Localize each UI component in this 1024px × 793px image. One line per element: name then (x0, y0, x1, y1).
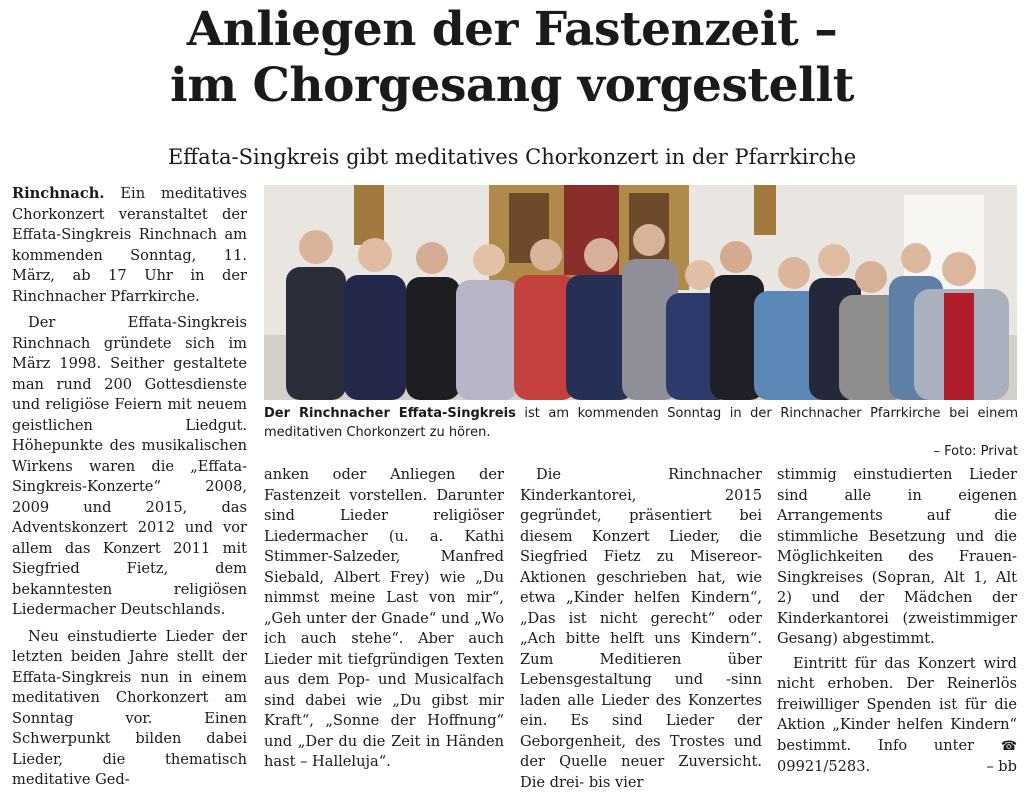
paragraph-new-songs-start (12, 627, 247, 791)
choir-photo (264, 185, 1017, 400)
headline-line-2: im Chorgesang vorgestellt (170, 58, 854, 113)
paragraph-children-choir-part-2: stimmig einstudierten Lieder sind alle in eigenen Arrangements auf die stimmliche Besetzung und die Möglichkeiten des Frauen-Singkreises (Sopran, Alt 1, Alt 2) und der Mädchen der Kinderkantorei (zweistimmiger Gesang) abgestimmt. (777, 466, 1017, 647)
phone-number: 09921/5283. (777, 758, 871, 775)
paragraph-new-songs-part-2: anken oder Anliegen der Fastenzeit vorstellen. Darunter sind Lieder religiöser Liedermacher (u. a. Kathi Stimmer-Salzeder, Manfred Siebald, Albert Frey) wie „Du nimmst meine Last von mir“, „Geh unter der Gnade“ und „Wo ich auch stehe“. Aber auch Lieder mit tiefgründigen Texten aus dem Pop- und Musicalfach sind dabei wie „Du gibst mir Kraft“, „Sonne der Hoffnung“ und „Der du die Zeit in Händen hast – Halleluja“. (264, 466, 504, 770)
photo-caption (264, 404, 1018, 461)
dateline-place: Rinchnach. (12, 185, 105, 202)
telephone-icon: ☎ (1000, 738, 1018, 754)
article-column-4 (777, 465, 1017, 778)
headline (0, 2, 1024, 114)
article-column-3 (520, 465, 762, 793)
choir-photo-illustration (264, 185, 1017, 400)
paragraph-admission (777, 654, 1017, 778)
headline-line-1: Anliegen der Fastenzeit – (186, 2, 838, 57)
photo-credit: – Foto: Privat (933, 444, 1018, 459)
paragraph-new-songs-part-1: Neu einstudierte Lieder der letzten beiden Jahre stellt der Effata-Singkreis nun in einem meditativen Chorkonzert am Sonntag vor. Einen Schwerpunkt bilden dabei Lieder, die thematisch meditative Ged- (12, 627, 247, 788)
paragraph-children-choir-part-1: Die Rinchnacher Kinderkantorei, 2015 gegründet, präsentiert bei diesem Konzert Lieder, die Siegfried Fietz zu Misereor-Aktionen geschrieben hat, wie etwa „Kinder helfen Kindern“, „Das ist nicht gerecht“ oder „Ach bitte helft uns Kindern“. Zum Meditieren über Lebensgestaltung und -sinn laden alle Lieder des Konzertes ein. Es sind Lieder der Geborgenheit, des Trostes und der Quelle neuer Zuversicht. Die drei- bis vier (520, 466, 762, 791)
paragraph-intro: Ein meditatives Chorkonzert veranstaltet der Effata-Singkreis Rinchnach am kommenden Sonntag, 11. März, ab 17 Uhr in der Rinchnacher Pfarrkirche. (12, 185, 247, 305)
author-initials: – bb (986, 758, 1017, 775)
admission-text: Eintritt für das Konzert wird nicht erhoben. Der Reinerlös freiwilliger Spenden ist für die Aktion „Kinder helfen Kindern“ bestimmt. Info unter (777, 654, 1017, 754)
subheadline: Effata-Singkreis gibt meditatives Chorkonzert in der Pfarrkirche (167, 145, 857, 169)
article-column-1 (12, 184, 247, 791)
caption-text: ist am kommenden Sonntag in der Rinchnacher Pfarrkirche bei einem meditativen Chorkonzert zu hören. (264, 406, 1018, 440)
caption-bold-lead: Der Rinchnacher Effata-Singkreis (264, 406, 516, 421)
article-column-2 (264, 465, 504, 773)
paragraph-history: Der Effata-Singkreis Rinchnach gründete sich im März 1998. Seither gestaltete man rund 200 Gottesdienste und religiöse Feiern mit neuem geistlichen Liedgut. Höhepunkte des musikalischen Wirkens waren die „Effata-Singkreis-Konzerte“ 2008, 2009 und 2015, das Adventskonzert 2012 und vor allem das Konzert 2011 mit Siegfried Fietz, dem bekanntesten religiösen Liedermacher Deutschlands. (12, 314, 247, 618)
